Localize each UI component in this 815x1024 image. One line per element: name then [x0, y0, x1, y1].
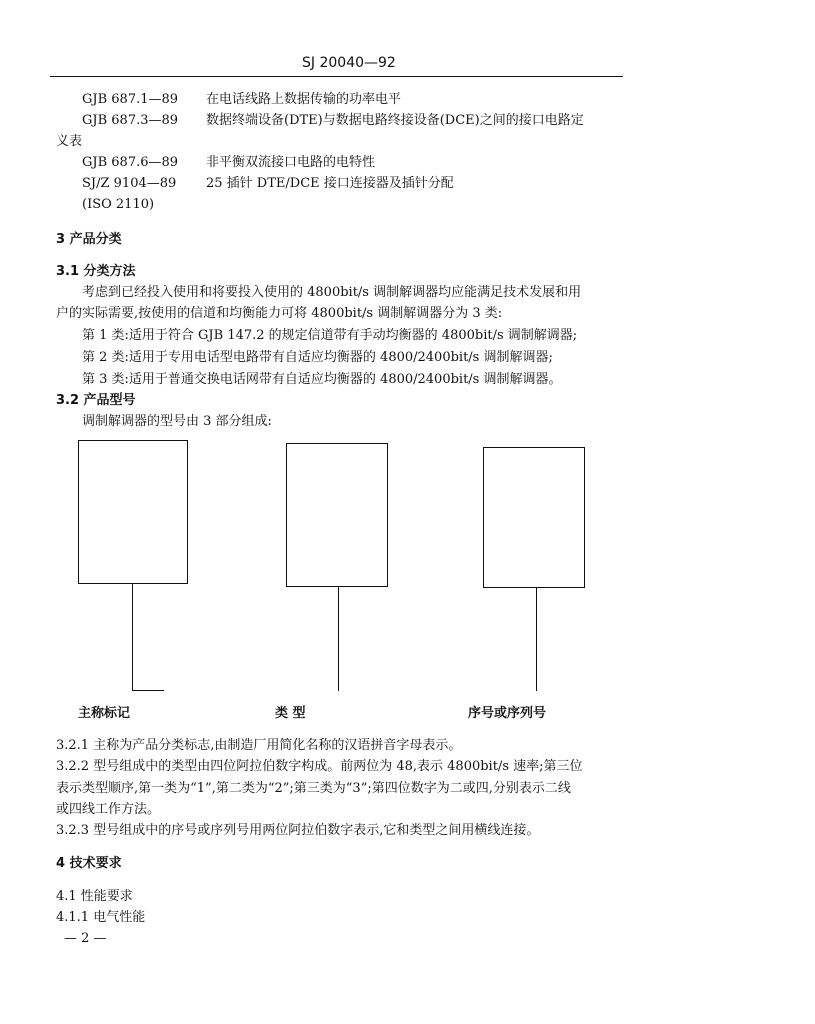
main-mark-foot	[132, 690, 164, 691]
section-4-1-1-heading: 4.1.1 电气性能	[56, 910, 146, 925]
ref-code-4: SJ/Z 9104—89	[82, 176, 177, 191]
class-1-text: 第 1 类:适用于符合 GJB 147.2 的规定信道带有手动均衡器的 4800bit/s 调制解调器;	[82, 328, 578, 343]
type-stem	[338, 587, 339, 691]
main-mark-stem	[132, 584, 133, 691]
main-mark-label: 主称标记	[78, 706, 131, 721]
section-3-1-heading: 3.1 分类方法	[56, 264, 136, 279]
class-3-text: 第 3 类:适用于普通交换电话网带有自适应均衡器的 4800/2400bit/s 调制解调器。	[82, 372, 562, 387]
ref-code-3: GJB 687.6—89	[82, 155, 179, 170]
class-2-text: 第 2 类:适用于专用电话型电路带有自适应均衡器的 4800/2400bit/s 调制解调器;	[82, 350, 553, 365]
page-number: — 2 —	[64, 931, 107, 946]
section-3-2-heading: 3.2 产品型号	[56, 393, 136, 408]
serial-stem	[536, 588, 537, 691]
ref-title-1: 在电话线路上数据传输的功率电平	[206, 92, 402, 107]
ref-code-2: GJB 687.3—89	[82, 113, 179, 128]
ref-code-1: GJB 687.1—89	[82, 92, 179, 107]
section-3-1-para-line-2: 户的实际需要,按使用的信道和均衡能力可将 4800bit/s 调制解调器分为 3 类:	[56, 306, 503, 321]
type-label: 类 型	[275, 706, 306, 721]
ref-code-5: (ISO 2110)	[82, 197, 155, 212]
serial-label: 序号或序列号	[468, 706, 547, 721]
type-box	[286, 443, 388, 587]
section-3-2-2-line-3: 或四线工作方法。	[56, 802, 161, 817]
ref-title-2-cont: 义表	[56, 134, 83, 149]
section-3-2-intro: 调制解调器的型号由 3 部分组成:	[82, 414, 272, 429]
section-3-1-para-line-1: 考虑到已经投入使用和将要投入使用的 4800bit/s 调制解调器均应能满足技术发展和用	[82, 285, 582, 300]
section-4-1-heading: 4.1 性能要求	[56, 889, 133, 904]
section-3-2-2-line-1: 3.2.2 型号组成中的类型由四位阿拉伯数字构成。前两位为 48,表示 4800bit/s 速率;第三位	[56, 759, 583, 774]
ref-title-3: 非平衡双流接口电路的电特性	[206, 155, 376, 170]
ref-title-2: 数据终端设备(DTE)与数据电路终接设备(DCE)之间的接口电路定	[206, 113, 584, 128]
document-number: SJ 20040—92	[302, 55, 396, 71]
header-rule	[50, 76, 623, 77]
section-3-2-1: 3.2.1 主称为产品分类标志,由制造厂用简化名称的汉语拼音字母表示。	[56, 738, 462, 753]
main-mark-box	[78, 440, 188, 584]
serial-box	[483, 447, 585, 588]
section-3-2-3: 3.2.3 型号组成中的序号或序列号用两位阿拉伯数字表示,它和类型之间用横线连接。	[56, 823, 540, 838]
ref-title-4: 25 插针 DTE/DCE 接口连接器及插针分配	[206, 176, 454, 191]
section-3-heading: 3 产品分类	[56, 232, 122, 247]
section-3-2-2-line-2: 表示类型顺序,第一类为“1”,第二类为“2”;第三类为“3”;第四位数字为二或四,分别表示二线	[56, 781, 571, 796]
section-4-heading: 4 技术要求	[56, 856, 122, 871]
